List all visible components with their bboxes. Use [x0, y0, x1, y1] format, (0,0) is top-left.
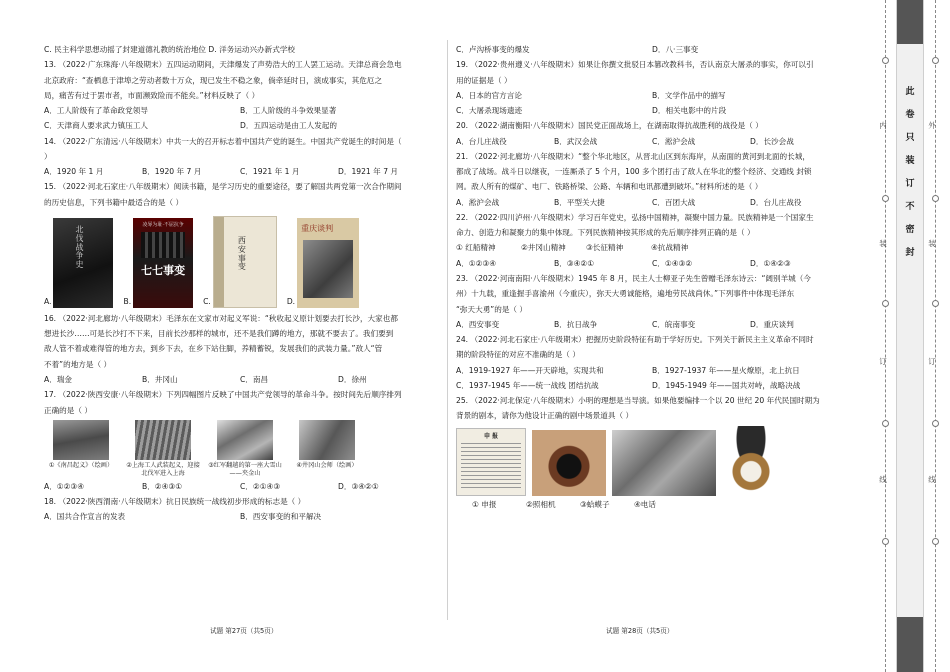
seal-char: 订 — [905, 179, 915, 189]
outer-label: 装 — [928, 239, 936, 248]
seal-char: 装 — [905, 156, 915, 166]
q14-option-b: B．1920 年 7 月 — [142, 167, 202, 177]
q22-options — [456, 258, 848, 270]
q23-option-c: C．皖南事变 — [652, 319, 696, 329]
q16-stem-4: 不着”的地方是（ ） — [44, 359, 112, 369]
q16-option-a: A．瑞金 — [44, 374, 72, 384]
newspaper-masthead: 申 报 — [483, 433, 499, 441]
q21-stem-1: 21. （2022·河北廊坊·八年级期末）“整个华北地区，从晋北山区到东海岸，从南面的黄河到北面的长城， — [456, 151, 810, 161]
left-column — [44, 44, 436, 527]
binding-hole-icon — [932, 300, 939, 307]
seal-char: 卷 — [905, 110, 915, 120]
q19-stem-2: 用的证据是（ ） — [456, 75, 512, 85]
q13-option-c: C．天津商人要求武力镇压工人 — [44, 121, 149, 131]
q14-option-c: C．1921 年 1 月 — [240, 167, 300, 177]
q13-stem-3: 局，痛苦有过于罢市者，市面濒致险而不能矣。”材料反映了（ ） — [44, 90, 260, 100]
q24-option-b: B．1927-1937 年——星火燎原，北上抗日 — [652, 365, 800, 375]
q24-options-row2 — [456, 380, 848, 392]
painting-photo-icon — [299, 420, 355, 460]
binding-hole-icon — [932, 57, 939, 64]
q19-option-b: B．文学作品中的描写 — [652, 90, 726, 100]
q23-options — [456, 319, 848, 331]
page-footer-left: 试题 第27页（共5页） — [210, 627, 278, 635]
q13-stem-2: 北京政府：“查栖息于津埠之劳动者数十万众，现已发生不稳之象，倘牵延时日，演成事实，其危厄之 — [44, 75, 383, 85]
q16-stem-2: 想进长沙……可是长沙打不下来，目前长沙那样的城市，还不是我们蹲的地方，那就不要去了。我们要到 — [44, 329, 394, 339]
inner-label: 订 — [879, 357, 887, 366]
q13-option-b: B．工人阶级的斗争效果显著 — [240, 106, 337, 116]
q22-option-a: A．①②③④ — [456, 258, 497, 268]
newspaper-text-icon — [461, 443, 521, 491]
seal-char: 封 — [905, 248, 915, 258]
q20-options — [456, 136, 848, 148]
outer-label: 线 — [928, 475, 936, 484]
q23-stem-2: 州）十九载，重逢握手喜渝州（今重庆），弥天大勇诚能格，遍地劳民战尚休。”下列事件中体现毛泽东 — [456, 289, 795, 299]
q15-option-a-image — [44, 218, 113, 308]
outer-label: 订 — [928, 357, 936, 366]
q14-stem-2: ） — [44, 151, 52, 161]
q19-option-d: D．相关电影中的片段 — [652, 106, 727, 116]
telephone-icon — [722, 426, 780, 496]
q25-captions — [472, 499, 848, 511]
q16-option-c: C．南昌 — [240, 374, 269, 384]
book-title: 北伐战争史 — [75, 224, 84, 270]
q17-stem-2: 正确的是（ ） — [44, 405, 92, 415]
book-title: 西安事变 — [237, 235, 246, 272]
q18-option-c: C．卢沟桥事变的爆发 — [456, 45, 530, 54]
q17-caption-4: ④井冈山会师（绘画） — [296, 461, 358, 469]
q14-stem-1: 14. （2022·广东清远·八年级期末）中共一大的召开标志着中国共产党的诞生。中国共产党诞生的时间是（ — [44, 136, 402, 146]
seal-strip — [896, 0, 924, 672]
q15-option-c-image — [203, 216, 277, 308]
seal-char: 不 — [905, 202, 915, 212]
q25-caption-2: ②照相机 — [526, 500, 556, 510]
inner-label: 线 — [879, 475, 887, 484]
q20-option-c: C．淞沪会战 — [652, 136, 696, 146]
book-subtitle: 凌辱为耻·不屈抗争 — [142, 221, 184, 228]
seal-block-top — [897, 0, 923, 44]
q23-option-b: B．抗日战争 — [554, 319, 598, 329]
q14-options — [44, 166, 436, 178]
q24-stem-1: 24. （2022·河北石家庄·八年级期末）把握历史阶段特征有助于学好历史。下列关于新民主主义革命不同时 — [456, 335, 814, 345]
snow-mountain-photo-icon — [217, 420, 273, 460]
q17-option-c: C．②①④③ — [240, 481, 281, 491]
q15-option-d-image — [287, 218, 359, 308]
q17-picture-2 — [126, 420, 200, 478]
q22-item-4: ④抗战精神 — [651, 243, 689, 253]
q17-option-a: A．①②③④ — [44, 481, 85, 491]
q25-stem-2: 背景的剧本，请你为他设计正确的剧中场景道具（ ） — [456, 411, 634, 421]
q18-stem: 18. （2022·陕西渭南·八年级期末）抗日民族统一战线初步形成的标志是（ ） — [44, 497, 306, 507]
q22-item-1: ① 红船精神 — [456, 243, 496, 253]
book-title: 重庆谈判 — [301, 223, 334, 233]
binding-hole-icon — [882, 300, 889, 307]
q18-options — [44, 511, 436, 523]
seal-char: 只 — [905, 133, 915, 143]
soldiers-photo-icon — [141, 232, 185, 258]
q13-options-row1 — [44, 105, 436, 117]
q13-stem-1: 13. （2022·广东珠海·八年级期末）五四运动期间，天津爆发了声势浩大的工人罢工运动。天津总商会急电 — [44, 60, 402, 70]
q15-label-d: D. — [286, 297, 296, 307]
q21-option-a: A．淞沪会战 — [456, 197, 500, 207]
q20-stem: 20. （2022·湖南衡阳·八年级期末）国民党正面战场上，在湖南取得抗战胜利的战役是（ ） — [456, 121, 763, 131]
seal-char: 此 — [905, 87, 915, 97]
q17-caption-3: ③红军翻越的第一座大雪山——夹金山 — [208, 461, 282, 477]
q17-option-d: D．③④②① — [338, 481, 379, 491]
outer-dashed-line — [935, 0, 936, 672]
q19-option-c: C．大屠杀现场遗迹 — [456, 106, 523, 116]
photo-image — [612, 430, 716, 496]
q22-stem-1: 22. （2022·四川泸州·八年级期末）学习百年党史，弘扬中国精神，凝聚中国力量。民族精神是一个国家生 — [456, 212, 814, 222]
q17-option-b: B．②④③① — [142, 481, 183, 491]
binding-hole-icon — [932, 195, 939, 202]
q24-option-c: C．1937-1945 年——统一战线 团结抗战 — [456, 380, 599, 390]
q22-option-d: D．①④②③ — [750, 258, 791, 268]
q25-prop-images — [456, 426, 848, 496]
q19-option-a: A．日本的官方言论 — [456, 90, 522, 100]
q15-stem-1: 15. （2022·河北石家庄·八年级期末）阅读书籍，是学习历史的重要途径，要了解国共两党第一次合作期间 — [44, 182, 402, 192]
q17-picture-1 — [44, 420, 118, 478]
q23-stem-1: 23. （2022·河南南阳·八年级期末）1945 年 8 月，民主人士柳亚子先生曾赠毛泽东诗云：“阔别羊城（今 — [456, 273, 811, 283]
q19-options-row2 — [456, 105, 848, 117]
q15-book-images — [44, 212, 436, 308]
q21-stem-2: 都成了战场。战斗日以继夜，一连厮杀了 5 个月，100 多个团打击了敌人在华北的整个经济、交通线 封锁 — [456, 167, 812, 177]
q20-option-b: B．武汉会战 — [554, 136, 598, 146]
q20-option-d: D．长沙会战 — [750, 136, 794, 146]
q12-option-cd: C. 民主科学思想动摇了封建道德礼教的统治地位 D. 洋务运动兴办新式学校 — [44, 45, 296, 54]
q17-caption-2: ②上海工人武装起义，迎接北伐军进入上海 — [126, 461, 200, 477]
q22-option-c: C．①④③② — [652, 258, 693, 268]
q14-option-a: A．1920 年 1 月 — [44, 167, 104, 177]
q15-label-c: C. — [203, 297, 211, 307]
q16-option-b: B．井冈山 — [142, 374, 178, 384]
q24-option-a: A．1919-1927 年——开天辟地，实现共和 — [456, 365, 604, 375]
page-footer-right: 试题 第28页（共5页） — [606, 627, 674, 635]
q15-option-b-image — [123, 218, 193, 308]
q22-stem-2: 命力、创造力和凝聚力的集中体现。下列民族精神按其形成的先后顺序排列正确的是（ ） — [456, 228, 755, 238]
q13-option-d: D．五四运动是由工人发起的 — [240, 121, 337, 131]
q17-stem-1: 17. （2022·陕西安康·八年级期末）下列四幅图片反映了中国共产党领导的革命斗争。按时间先后顺序排列 — [44, 390, 402, 400]
q19-options-row1 — [456, 90, 848, 102]
q15-label-a: A. — [44, 297, 52, 307]
book-cover-northern-expedition — [53, 218, 113, 308]
q25-caption-1: ① 申报 — [472, 500, 497, 510]
camera-icon — [532, 430, 606, 496]
binding-hole-icon — [932, 420, 939, 427]
q20-option-a: A．台儿庄战役 — [456, 136, 507, 146]
q16-stem-1: 16. （2022·河北廊坊·八年级期末）毛泽东在文家市对起义军说：“秋收起义原计划要去打长沙，大家也都 — [44, 313, 398, 323]
q19-stem-1: 19. （2022·贵州遵义·八年级期末）如果让你撰文批驳日本篡改教科书，否认南京大屠杀的事实，你可以引 — [456, 60, 814, 70]
q18-option-b: B．西安事变的和平解决 — [240, 512, 322, 522]
binding-hole-icon — [932, 538, 939, 545]
q23-stem-3: “弥天大勇”的是（ ） — [456, 304, 528, 314]
q21-stem-3: 网。敌人所有的煤矿、电厂、铁路桥梁、公路、车辆和电讯都遭到破坏。”材料所述的是（ ） — [456, 182, 763, 192]
binding-hole-icon — [882, 420, 889, 427]
q14-option-d: D．1921 年 7 月 — [338, 167, 399, 177]
q21-options — [456, 197, 848, 209]
q21-option-c: C．百团大战 — [652, 197, 696, 207]
q13-options-row2 — [44, 120, 436, 132]
book-title: 七七事变 — [141, 263, 186, 277]
q18-option-d: D．八·三事变 — [652, 45, 699, 54]
q17-options — [44, 481, 436, 493]
seal-block-bottom — [897, 617, 923, 672]
portrait-photo-icon — [303, 240, 353, 298]
q22-items — [456, 242, 716, 254]
q22-item-2: ②井冈山精神 — [521, 243, 566, 253]
newspaper-image — [456, 428, 526, 496]
book-cover-july7-incident — [133, 218, 193, 308]
q24-stem-2: 期的阶段特征的对应不准确的是（ ） — [456, 350, 580, 360]
right-column — [456, 44, 848, 511]
q17-picture-3 — [208, 420, 282, 478]
q21-option-b: B．平型关大捷 — [554, 197, 605, 207]
q16-option-d: D．徐州 — [338, 374, 367, 384]
inner-label: 装 — [879, 239, 887, 248]
q16-options — [44, 374, 436, 386]
binding-hole-icon — [882, 195, 889, 202]
q25-stem-1: 25. （2022·河北保定·八年级期末）小明的理想是当导演。如果他要编排一个以 20 世纪 20 年代民国时期为 — [456, 396, 820, 406]
binding-hole-icon — [882, 538, 889, 545]
q18-options-cd — [456, 44, 848, 56]
crowd-photo-icon — [135, 420, 191, 460]
inner-dashed-line — [885, 0, 886, 672]
q25-caption-3: ③蛤蟆子 — [580, 500, 610, 510]
q15-label-b: B. — [123, 297, 132, 307]
q16-stem-3: 敌人管不着或难得管的地方去，到乡下去，在乡下站住脚，养精蓄锐，发展我们的武装力量。”敌人“管 — [44, 344, 383, 354]
outer-label: 外 — [928, 121, 936, 130]
q24-option-d: D．1945-1949 年——国共对峙，战略决战 — [652, 380, 801, 390]
q15-stem-2: 的历史信息，下列书籍中最适合的是（ ） — [44, 197, 184, 207]
q21-option-d: D．台儿庄战役 — [750, 197, 802, 207]
inner-label: 内 — [879, 121, 887, 130]
painting-photo-icon — [53, 420, 109, 460]
q13-option-a: A．工人阶级有了革命政党领导 — [44, 106, 148, 116]
q17-caption-1: ①《南昌起义》（绘画） — [48, 461, 114, 469]
q23-option-d: D．重庆谈判 — [750, 319, 794, 329]
book-cover-xian-incident — [213, 216, 277, 308]
q17-picture-4 — [290, 420, 364, 478]
seal-char: 密 — [905, 225, 915, 235]
q18-option-a: A．国共合作宣言的发表 — [44, 512, 126, 522]
q17-pictures — [44, 420, 436, 478]
q24-options-row1 — [456, 365, 848, 377]
book-spine-band — [214, 217, 224, 307]
column-divider — [447, 40, 448, 620]
q22-item-3: ③长征精神 — [586, 243, 624, 253]
book-cover-chongqing-talks — [297, 218, 359, 308]
q25-caption-4: ④电话 — [634, 500, 656, 510]
q23-option-a: A．西安事变 — [456, 319, 500, 329]
q22-option-b: B．③④②① — [554, 258, 595, 268]
binding-hole-icon — [882, 57, 889, 64]
